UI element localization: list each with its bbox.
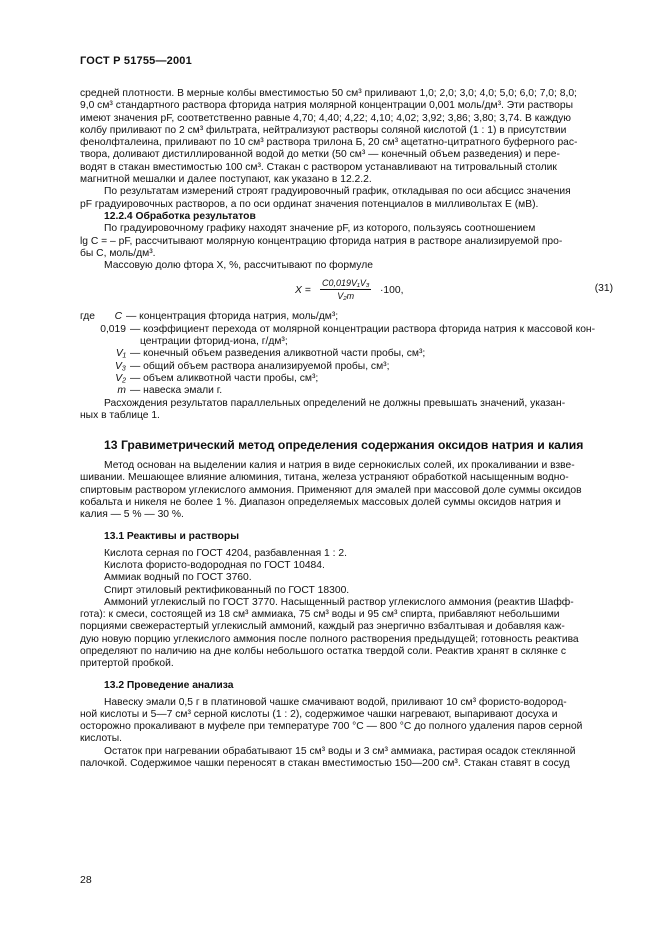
definition-row [80,324,613,336]
reagent-item: Спирт этиловый ректификованный по ГОСТ 18300. [104,584,350,596]
definition-symbol: V₁ [115,348,126,360]
reagent-item: Кислота фористо-водородная по ГОСТ 10484. [104,559,325,571]
definition-symbol: V₃ [115,360,126,372]
text-line: твора, доливают дистиллированной водой до метки (50 см³ — конечный объем разведения) и пере- [80,149,560,161]
text-line: колбу приливают по 2 см³ фильтрата, нейтрализуют растворы соляной кислотой (1 : 1) в присутствии [80,124,567,136]
text-line: Навеску эмали 0,5 г в платиновой чашке смачивают водой, приливают 10 см³ фористо-водород- [104,696,567,708]
formula-number: (31) [594,283,613,295]
text-line: кислоты. [80,733,123,745]
section-title-13: 13 Гравиметрический метод определения содержания оксидов натрия и калия [104,438,584,453]
definitions-list [80,311,613,397]
formula-tail: ·100, [380,285,404,297]
definition-text: центрации фторид-иона, г/дм³; [140,336,288,348]
text-line: калия — 5 % — 30 %. [80,509,184,521]
definition-symbol: C [114,311,122,323]
page-number: 28 [80,874,92,886]
text-line: По результатам измерений строят градуировочный график, откладывая по оси абсцисс значения [104,186,571,198]
text-line: Массовую долю фтора X, %, рассчитывают по формуле [104,260,373,272]
definition-row [80,373,613,385]
page-content [80,88,613,770]
text-line: бы С, моль/дм³. [80,247,156,259]
text-line: фенолфталеина, приливают по 10 см³ раствора трилона Б, 20 см³ ацетатно-цитратного буферного рас- [80,137,578,149]
definition-text: — коэффициент перехода от молярной концентрации раствора фторида натрия к массовой кон- [130,323,596,335]
document-header: ГОСТ Р 51755—2001 [80,55,192,67]
definition-text: — навеска эмали г. [130,385,223,397]
text-line: водят в стакан вместимостью 100 см³. Стакан с раствором устанавливают на титровальный столик [80,161,557,173]
text-line: По градуировочному графику находят значение pF, из которого, пользуясь соотношением [104,223,536,235]
definition-symbol: m [117,385,126,397]
text-line: ных в таблице 1. [80,409,160,421]
definition-row [80,385,613,397]
section-title-13-1: 13.1 Реактивы и растворы [104,530,240,542]
text-line: средней плотности. В мерные колбы вместимостью 50 см³ приливают 1,0; 2,0; 3,0; 4,0; 5,0; 6,0; 7,0; 8,0; [80,88,577,99]
intro-paragraph [80,88,613,186]
where-word: где [80,311,96,323]
text-line: определяют по наличию на дне колбы небольшого остатка твердой соли. Реактив хранят в склянке с [80,645,566,657]
formula-31 [80,277,613,307]
text-line: спиртовым раствором углекислого аммония. Применяют для эмалей при массовой доле суммы оксидов [80,484,582,496]
formula-fraction [320,277,371,302]
text-line: Остаток при нагревании обрабатывают 15 см³ воды и 3 см³ аммиака, растирая осадок стеклянной [104,745,576,757]
text-line: дую новую порцию углекислого аммония после полного растворения предыдущей; готовность реактива [80,633,579,645]
reagent-item: Аммиак водный по ГОСТ 3760. [104,572,252,584]
text-line: шивании. Мешающее влияние алюминия, титана, железа устраняют обработкой насыщенным водно- [80,472,569,484]
definition-text: — концентрация фторида натрия, моль/дм³; [126,311,339,323]
definition-symbol: V₂ [115,372,126,384]
definition-text: — общий объем раствора анализируемой пробы, см³; [130,360,390,372]
text-line: осторожно прокаливают в муфеле при температуре 700 °С — 800 °С до полного удаления паров серной [80,721,583,733]
text-line: ной кислоты и 5—7 см³ серной кислоты (1 : 2), содержимое чашки нагревают, выпаривают досуха и [80,708,558,720]
text-line: Расхождения результатов параллельных определений не должны превышать значений, указан- [104,397,566,409]
section-title-12-2-4: 12.2.4 Обработка результатов [104,210,256,222]
definition-row [80,361,613,373]
definition-text: — конечный объем разведения аликвотной части пробы, см³; [130,348,426,360]
definition-row [80,348,613,360]
definition-symbol [80,336,130,348]
text-line: Метод основан на выделении калия и натрия в виде сернокислых солей, их прокаливании и взве- [104,460,575,472]
text-line: палочкой. Содержимое чашки переносят в стакан вместимостью 150—200 см³. Стакан ставят в сосуд [80,758,570,770]
definition-row [80,311,613,323]
text-line: Аммоний углекислый по ГОСТ 3770. Насыщенный раствор углекислого аммония (реактив Шафф- [104,596,574,608]
formula-denominator: V₂m [337,291,355,302]
formula-numerator: C0,019V₁V₃ [322,278,370,289]
definition-symbol: 0,019 [100,323,126,335]
text-line: порциями свежерастертый углекислый аммоний, каждый раз энергично взбалтывая и добавляя каж- [80,621,565,633]
text-line: магнитной мешалки и далее поступают, как указано в 12.2.2. [80,174,372,186]
text-line: pF градуировочных растворов, а по оси ординат значения потенциалов в милливольтах Е (мВ). [80,198,539,210]
reagent-item: Кислота серная по ГОСТ 4204, разбавленная 1 : 2. [104,547,347,559]
text-line: 9,0 см³ стандартного раствора фторида натрия молярной концентрации 0,001 моль/дм³. Эти растворы [80,100,574,112]
graph-paragraph [80,186,613,211]
text-line: притертой пробкой. [80,658,174,670]
text-line: кобальта и никеля не более 1 %. Диапазон определяемых массовых долей суммы оксидов натрия и [80,497,561,509]
definition-row [80,336,613,348]
formula-lhs: X = [295,285,311,297]
text-line: lg C = – pF, рассчитывают молярную концентрацию фторида натрия в растворе анализируемой про- [80,235,563,247]
section-title-13-2: 13.2 Проведение анализа [104,679,234,691]
definition-text: — объем аликвотной части пробы, см³; [130,372,319,384]
text-line: гота): к смеси, состоящей из 18 см³ аммиака, 75 см³ воды и 95 см³ спирта, прибавляют небольшими [80,609,560,621]
text-line: имеют значения pF, соответственно равные 4,70; 4,40; 4,22; 4,10; 4,02; 3,92; 3,86; 3,80; 3,74. В каждую [80,112,571,124]
